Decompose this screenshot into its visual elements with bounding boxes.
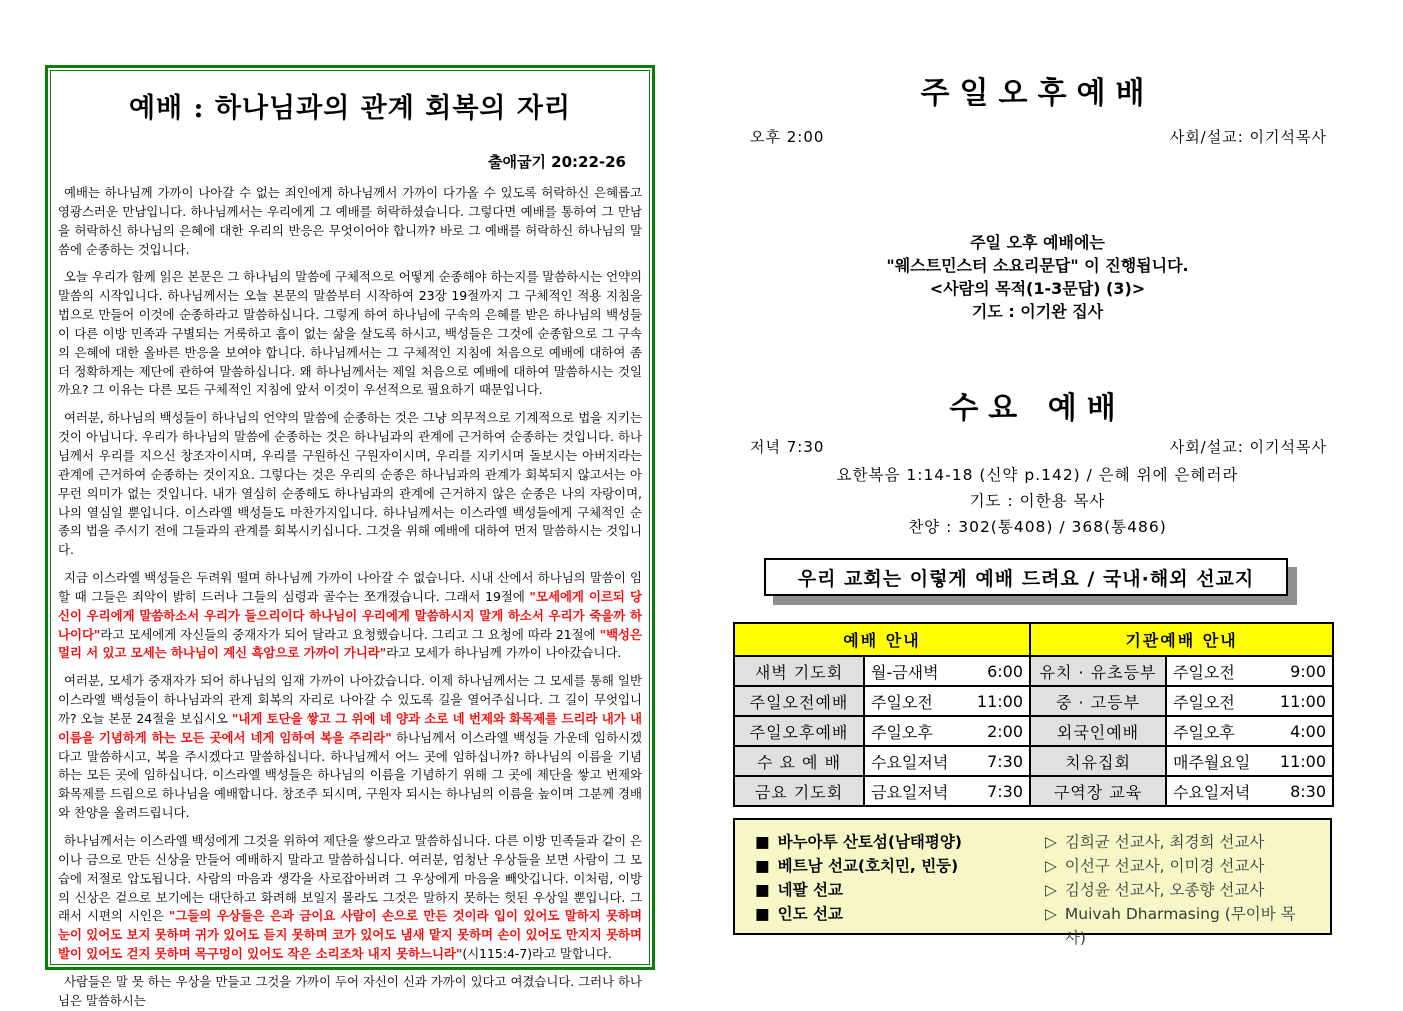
sermon-page (45, 65, 655, 1008)
service-time-cell: 주일오전 9:00 (1166, 656, 1333, 686)
sermon-title: 예배 : 하나님과의 관계 회복의 자리 (128, 93, 572, 124)
triangle-bullet-icon: ▷ (1045, 905, 1057, 923)
service-time-cell: 매주월요일 11:00 (1166, 746, 1333, 776)
wednesday-details (730, 462, 1345, 540)
table-row (734, 686, 1333, 716)
sermon-body (58, 184, 642, 1011)
triangle-bullet-icon: ▷ (1045, 881, 1057, 899)
service-name-cell: 새벽 기도회 (734, 656, 864, 686)
worship-guide-banner: 우리 교회는 이렇게 예배 드려요 / 국내·해외 선교지 (764, 558, 1288, 596)
service-detail-line: 주일 오후 예배에는 (970, 233, 1105, 252)
wednesday-meta (750, 436, 1327, 457)
square-bullet-icon: ■ (755, 857, 770, 875)
service-time-cell: 주일오전 11:00 (864, 686, 1030, 716)
table-row (734, 716, 1333, 746)
order-of-worship-page (730, 0, 1345, 992)
service-time-cell: 월-금새벽 6:00 (864, 656, 1030, 686)
mission-field-label: 인도 선교 (777, 905, 843, 923)
service-detail-line: 찬양 : 302(통408) / 368(통486) (908, 518, 1167, 536)
service-name-cell: 치유집회 (1030, 746, 1166, 776)
scripture-reference: 출애굽기 20:22-26 (487, 153, 626, 171)
service-leader: 사회/설교: 이기석목사 (1169, 128, 1327, 146)
mission-row (755, 878, 1310, 902)
triangle-bullet-icon: ▷ (1045, 857, 1057, 875)
service-time: 저녁 7:30 (750, 438, 825, 456)
sunday-afternoon-meta (750, 126, 1327, 147)
triangle-bullet-icon: ▷ (1045, 833, 1057, 851)
mission-row (755, 854, 1310, 878)
service-time-cell: 주일오전 11:00 (1166, 686, 1333, 716)
service-detail-line: 기도 : 이한용 목사 (969, 492, 1106, 510)
service-time-cell: 수요일저녁 7:30 (864, 746, 1030, 776)
sermon-paragraph: 오늘 우리가 함께 읽은 본문은 그 하나님의 말씀에 구체적으로 어떻게 순종해야 하는지를 말씀하시는 언약의 말씀의 시작입니다. 하나님께서는 오늘 본문의 말씀부터 시작하여 23장 19절까지 그 구체적인 적용 지침을 법으로 만들어 이것에 순종하라고 말씀하십니다. 그렇게 하여 하나님에 구속의 은혜를 받은 하나님의 백성들이 다른 이방 민족과 구별되는 거룩하고 흠이 없는 삶을 살도록 하시고, 백성들은 그것에 순종함으로 그 구속의 은혜에 대한 올바른 반응을 보여야 합니다. 하나님께서는 그 구체적인 지침에 처음으로 예배에 대하여 좀 더 정확하게는 제단에 관하여 말씀하십니다. 왜 하나님께서는 제일 처음으로 예배에 대하여 말씀하시는 것일까요? 그 이유는 다른 모든 구체적인 지침에 앞서 이것이 우선적으로 필요하기 때문입니다. (58, 269, 642, 398)
sermon-paragraph: 여러분, 모세가 중재자가 되어 하나님의 임재 가까이 나아갔습니다. 이제 하나님께서는 그 모세를 통해 일반 이스라엘 백성들이 하나님과의 관계 회복의 자리로 나아갈 수 있도록 길을 열어주십니다. 그 길이 무엇입니까? 오늘 본문 24절을 보십시오 "내게 토단을 쌓고 그 위에 네 양과 소로 네 번제와 화목제를 드리라 내가 내 이름을 기념하게 하는 모든 곳에서 네게 임하여 복을 주리라" 하나님께서 이스라엘 백성들 가운데 임하시겠다고 말씀하시고, 복을 주시겠다고 말씀하십니다. 하나님께서 어느 곳에 임하십니까? 하나님의 이름을 기념하는 모든 곳에 임하십니다. 이스라엘 백성들은 하나님의 이름을 기념하기 위해 그 곳에 제단을 쌓고 번제와 화목제를 드림으로 하나님을 예배합니다. 창조주 되시며, 구원자 되시는 하나님의 이름을 높이며 그분께 경배와 찬양을 올려드립니다. (58, 673, 642, 821)
service-name-cell: 유치 · 유초등부 (1030, 656, 1166, 686)
service-detail-line: <사람의 목적(1-3문답) (3)> (929, 279, 1146, 298)
service-name-cell: 구역장 교육 (1030, 776, 1166, 806)
table-header: 기관예배 안내 (1030, 623, 1333, 656)
square-bullet-icon: ■ (755, 881, 770, 899)
service-time-cell: 수요일저녁 8:30 (1166, 776, 1333, 806)
mission-people-label: 김희균 선교사, 최경희 선교사 (1064, 833, 1265, 851)
service-time: 오후 2:00 (750, 128, 825, 146)
mission-field-label: 바누아투 산토섬(남태평양) (777, 833, 962, 851)
mission-field-label: 베트남 선교(호치민, 빈둥) (777, 857, 959, 875)
sermon-paragraph: 여러분, 하나님의 백성들이 하나님의 언약의 말씀에 순종하는 것은 그냥 의무적으로 기계적으로 법을 지키는 것이 아닙니다. 우리가 하나님의 말씀에 순종하는 것은 하나님과의 관계에 근거하여 순종하는 것입니다. 하나님께서 우리를 지으신 창조자이시며, 우리를 구원하신 구원자이시며, 우리를 지키시며 돌보시는 아버지라는 관계에 근거하여 순종하는 것이지요. 그렇다는 것은 우리의 순종은 하나님과의 관계가 회복되지 않고서는 아무런 의미가 없는 것입니다. 내가 열심히 순종해도 하나님과의 관계에 근거하지 않은 순종은 나의 자랑이며, 나의 열심일 뿐입니다. 이스라엘 백성들도 마찬가지입니다. 하나님께서는 이스라엘 백성들에게 구체적인 순종의 법을 주시기 전에 그들과의 관계를 회복시키십니다. 그것을 위해 예배에 대하여 먼저 말씀하시는 것입니다. (58, 410, 642, 558)
service-name-cell: 금요 기도회 (734, 776, 864, 806)
mission-field-label: 네팔 선교 (777, 881, 843, 899)
wednesday-worship-title: 수요 예배 (949, 391, 1126, 426)
sermon-paragraph: 하나님께서는 이스라엘 백성에게 그것을 위하여 제단을 쌓으라고 말씀하십니다. 다른 이방 민족들과 같이 은이나 금으로 만든 신상을 만들어 예배하지 말라고 말씀하십니다. 여러분, 엄청난 우상들을 보면 사람이 그 모습에 저절로 압도됩니다. 사람의 마음과 생각을 사로잡아버려 그 우상에게 마음을 빼앗깁니다. 이처럼, 이방의 신상은 겉으로 보기에는 대단하고 화려해 보일지 몰라도 그것은 말하지 못하는 헛된 우상일 뿐입니다. 그래서 시편의 시인은 "그들의 우상들은 은과 금이요 사람이 손으로 만든 것이라 입이 있어도 말하지 못하며 눈이 있어도 보지 못하며 귀가 있어도 듣지 못하며 코가 있어도 냄새 맡지 못하며 손이 있어도 만지지 못하며 발이 있어도 걷지 못하며 목구멍이 있어도 작은 소리조차 내지 못하느니라"(시115:4-7)라고 말합니다. (58, 833, 642, 962)
table-header: 예배 안내 (734, 623, 1030, 656)
table-row (734, 776, 1333, 806)
mission-row (755, 902, 1310, 950)
service-name-cell: 주일오후예배 (734, 716, 864, 746)
square-bullet-icon: ■ (755, 905, 770, 923)
service-time-cell: 금요일저녁 7:30 (864, 776, 1030, 806)
service-name-cell: 수 요 예 배 (734, 746, 864, 776)
service-name-cell: 외국인예배 (1030, 716, 1166, 746)
mission-people-label: 김성윤 선교사, 오종향 선교사 (1064, 881, 1265, 899)
service-leader: 사회/설교: 이기석목사 (1169, 438, 1327, 456)
service-name-cell: 주일오전예배 (734, 686, 864, 716)
service-detail-line: "웨스트민스터 소요리문답" 이 진행됩니다. (886, 256, 1189, 275)
worship-schedule-table (733, 622, 1334, 807)
sermon-paragraph: 예배는 하나님께 가까이 나아갈 수 없는 죄인에게 하나님께서 가까이 다가올 수 있도록 허락하신 은혜롭고 영광스러운 만남입니다. 하나님께서는 우리에게 그 예배를 허락하셨습니다. 그렇다면 예배를 통하여 그 만남을 허락하신 하나님의 은혜에 대한 우리의 반응은 무엇이어야 합니까? 바로 그 예배를 허락하신 하나님의 말씀에 순종하는 것입니다. (58, 185, 642, 257)
sunday-afternoon-worship-title: 주일오후예배 (920, 76, 1155, 111)
mission-row (755, 830, 1310, 854)
square-bullet-icon: ■ (755, 833, 770, 851)
mission-people-label: Muivah Dharmasing (무이바 목사) (1064, 905, 1296, 947)
table-row (734, 656, 1333, 686)
table-row (734, 746, 1333, 776)
service-time-cell: 주일오후 2:00 (864, 716, 1030, 746)
service-detail-line: 요한복음 1:14-18 (신약 p.142) / 은혜 위에 은혜러라 (836, 466, 1239, 484)
sermon-paragraph: 지금 이스라엘 백성들은 두려워 떨며 하나님께 가까이 나아갈 수 없습니다. 시내 산에서 하나님의 말씀이 임할 때 그들은 죄악이 밝히 드러나 그들의 심령과 골수는 쪼개졌습니다. 그래서 19절에 "모세에게 이르되 당신이 우리에게 말씀하소서 우리가 들으리이다 하나님이 우리에게 말씀하시지 말게 하소서 우리가 죽을까 하나이다"라고 모세에게 자신들의 중재자가 되어 달라고 요청했습니다. 그리고 그 요청에 따라 21절에 "백성은 멀리 서 있고 모세는 하나님이 계신 흑암으로 가까이 가니라"라고 모세가 하나님께 가까이 나아갔습니다. (58, 570, 642, 661)
mission-people-label: 이선구 선교사, 이미경 선교사 (1064, 857, 1265, 875)
missions-list (733, 818, 1332, 947)
sermon-paragraph: 사람들은 말 못 하는 우상을 만들고 그것을 가까이 두어 자신이 신과 가까이 있다고 여겼습니다. 그러나 하나님은 말씀하시는 (58, 973, 642, 1008)
service-detail-line: 기도 : 이기완 집사 (971, 302, 1104, 321)
service-time-cell: 주일오후 4:00 (1166, 716, 1333, 746)
service-name-cell: 중 · 고등부 (1030, 686, 1166, 716)
sunday-afternoon-details (730, 231, 1345, 323)
